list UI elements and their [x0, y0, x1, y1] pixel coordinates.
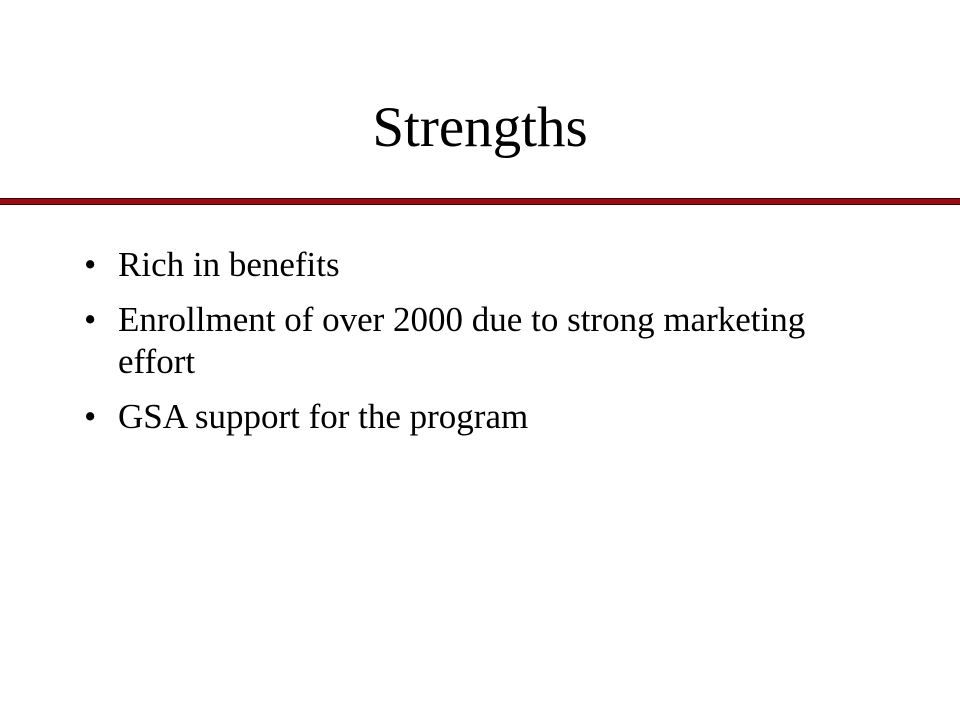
bullet-item	[84, 396, 844, 438]
title-divider	[0, 198, 960, 205]
slide-title: Strengths	[372, 96, 588, 159]
bullet-icon: •	[84, 300, 97, 339]
bullet-text: Enrollment of over 2000 due to strong marketing effort	[118, 300, 806, 381]
bullet-item	[84, 299, 844, 383]
bullet-icon: •	[84, 397, 97, 436]
bullet-list	[84, 244, 844, 451]
bullet-text: GSA support for the program	[118, 397, 529, 436]
bullet-icon: •	[84, 245, 97, 284]
bullet-text: Rich in benefits	[118, 245, 340, 284]
bullet-item	[84, 244, 844, 286]
